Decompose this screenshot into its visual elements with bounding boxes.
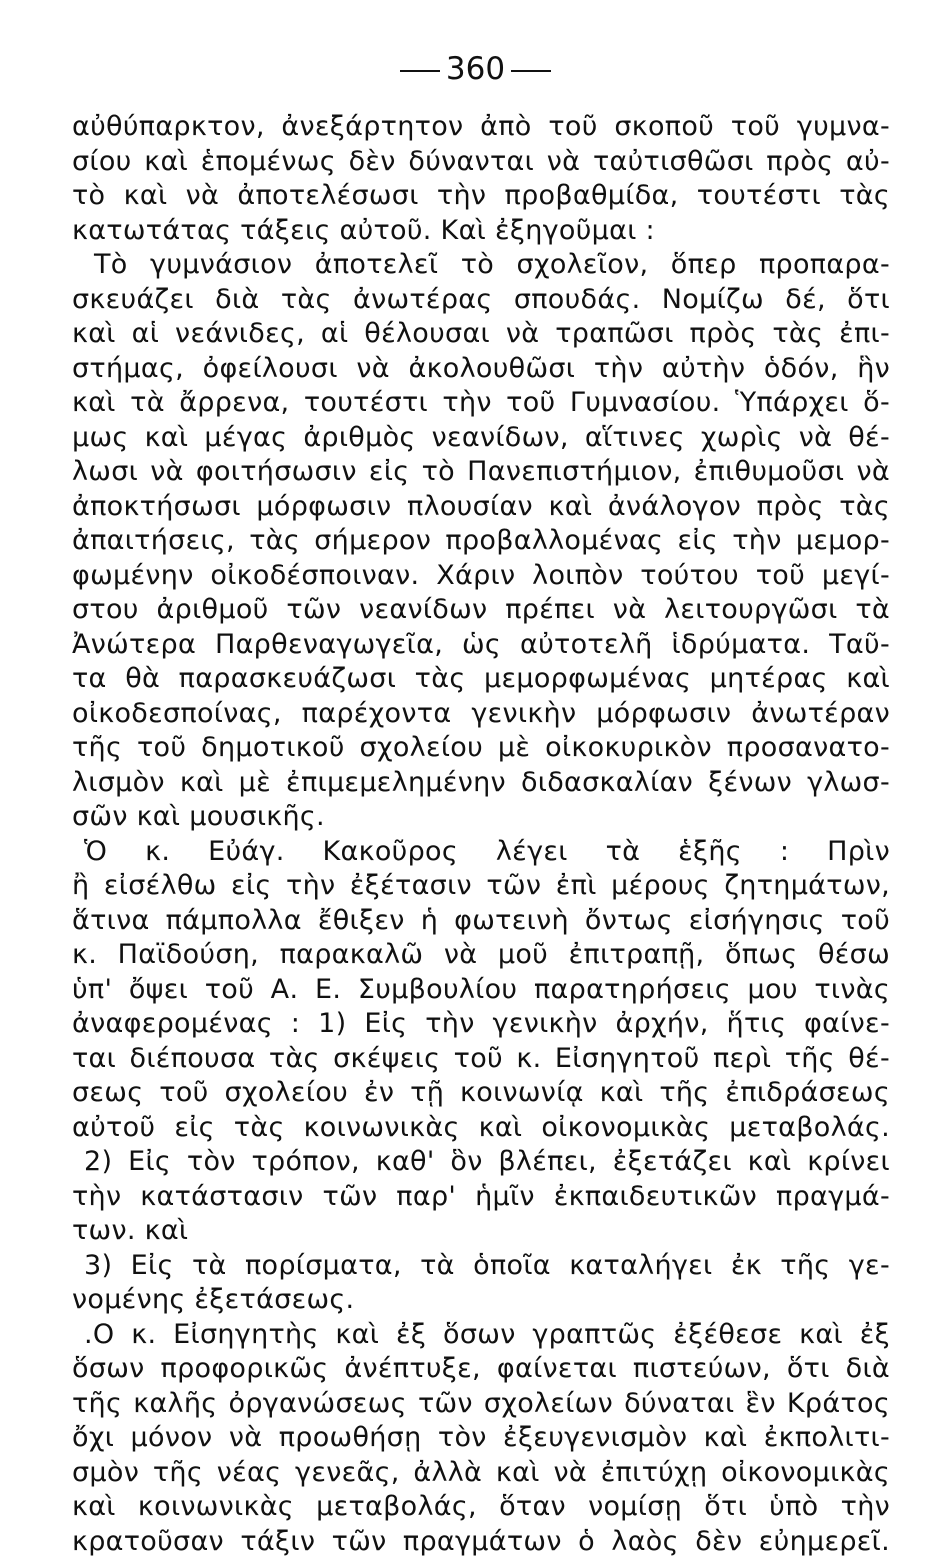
text-line: .Ο κ. Εἰσηγητὴς καὶ ἐξ ὅσων γραπτῶς ἐξέθεσε καὶ ἐξ bbox=[72, 1318, 890, 1353]
text-line: τα θὰ παρασκευάζωσι τὰς μεμορφωμένας μητέρας καὶ bbox=[72, 662, 890, 697]
text-line: τὴν κατάστασιν τῶν παρ' ἡμῖν ἐκπαιδευτικῶν πραγμά- bbox=[72, 1180, 890, 1215]
text-line: ται διέπουσα τὰς σκέψεις τοῦ κ. Εἰσηγητοῦ περὶ τῆς θέ- bbox=[72, 1042, 890, 1077]
text-line: σμὸν τῆς νέας γενεᾶς, ἀλλὰ καὶ νὰ ἐπιτύχῃ οἰκονομικὰς bbox=[72, 1456, 890, 1491]
text-line: λωσι νὰ φοιτήσωσιν εἰς τὸ Πανεπιστήμιον, ἐπιθυμοῦσι νὰ bbox=[72, 455, 890, 490]
text-line: φωμένην οἰκοδέσποιναν. Χάριν λοιπὸν τούτου τοῦ μεγί- bbox=[72, 559, 890, 594]
text-line: καὶ αἱ νεάνιδες, αἱ θέλουσαι νὰ τραπῶσι πρὸς τὰς ἐπι- bbox=[72, 317, 890, 352]
text-line: ἀναφερομένας : 1) Εἰς τὴν γενικὴν ἀρχήν, ἥτις φαίνε- bbox=[72, 1007, 890, 1042]
text-line: τὸ καὶ νὰ ἀποτελέσωσι τὴν προβαθμίδα, τουτέστι τὰς bbox=[72, 179, 890, 214]
text-line: τῆς καλῆς ὀργανώσεως τῶν σχολείων δύναται ἓν Κράτος bbox=[72, 1387, 890, 1422]
text-line: ἅτινα πάμπολλα ἔθιξεν ἡ φωτεινὴ ὄντως εἰσήγησις τοῦ bbox=[72, 904, 890, 939]
page-number: 360 bbox=[446, 51, 505, 87]
text-line: τῆς τοῦ δημοτικοῦ σχολείου μὲ οἰκοκυρικὸν προσανατο- bbox=[72, 731, 890, 766]
text-line: στου ἀριθμοῦ τῶν νεανίδων πρέπει νὰ λειτουργῶσι τὰ bbox=[72, 593, 890, 628]
text-line: Ἀνώτερα Παρθεναγωγεῖα, ὡς αὐτοτελῆ ἱδρύματα. Ταῦ- bbox=[72, 628, 890, 663]
text-line: καὶ κοινωνικὰς μεταβολάς, ὅταν νομίσῃ ὅτι ὑπὸ τὴν bbox=[72, 1490, 890, 1525]
text-line: σκευάζει διὰ τὰς ἀνωτέρας σπουδάς. Νομίζω δέ, ὅτι bbox=[72, 283, 890, 318]
text-line: σεως τοῦ σχολείου ἐν τῇ κοινωνίᾳ καὶ τῆς ἐπιδράσεως bbox=[72, 1076, 890, 1111]
text-line: των. καὶ bbox=[72, 1214, 890, 1249]
text-line: ἀπαιτήσεις, τὰς σήμερον προβαλλομένας εἰς τὴν μεμορ- bbox=[72, 524, 890, 559]
body-text bbox=[72, 110, 890, 1559]
text-line: μως καὶ μέγας ἀριθμὸς νεανίδων, αἵτινες χωρὶς νὰ θέ- bbox=[72, 421, 890, 456]
left-dash bbox=[400, 70, 440, 72]
text-line: λισμὸν καὶ μὲ ἐπιμεμελημένην διδασκαλίαν ξένων γλωσ- bbox=[72, 766, 890, 801]
text-line: αὐτοῦ εἰς τὰς κοινωνικὰς καὶ οἰκονομικὰς μεταβολάς. bbox=[72, 1111, 890, 1146]
text-line: Τὸ γυμνάσιον ἀποτελεῖ τὸ σχολεῖον, ὅπερ προπαρα- bbox=[72, 248, 890, 283]
text-line: κατωτάτας τάξεις αὐτοῦ. Καὶ ἐξηγοῦμαι : bbox=[72, 214, 890, 249]
text-line: ὑπ' ὄψει τοῦ Α. Ε. Συμβουλίου παρατηρήσεις μου τινὰς bbox=[72, 973, 890, 1008]
text-line: ὅσων προφορικῶς ἀνέπτυξε, φαίνεται πιστεύων, ὅτι διὰ bbox=[72, 1352, 890, 1387]
text-line: καὶ τὰ ἄρρενα, τουτέστι τὴν τοῦ Γυμνασίου. Ὑπάρχει ὅ- bbox=[72, 386, 890, 421]
page-header bbox=[0, 50, 951, 88]
text-line: 2) Εἰς τὸν τρόπον, καθ' ὃν βλέπει, ἐξετάζει καὶ κρίνει bbox=[72, 1145, 890, 1180]
text-line: ὄχι μόνον νὰ προωθήσῃ τὸν ἐξευγενισμὸν καὶ ἐκπολιτι- bbox=[72, 1421, 890, 1456]
text-line: 3) Εἰς τὰ πορίσματα, τὰ ὁποῖα καταλήγει ἐκ τῆς γε- bbox=[72, 1249, 890, 1284]
text-line: οἰκοδεσποίνας, παρέχοντα γενικὴν μόρφωσιν ἀνωτέραν bbox=[72, 697, 890, 732]
text-line: ἢ εἰσέλθω εἰς τὴν ἐξέτασιν τῶν ἐπὶ μέρους ζητημάτων, bbox=[72, 869, 890, 904]
text-line: ἀποκτήσωσι μόρφωσιν πλουσίαν καὶ ἀνάλογον πρὸς τὰς bbox=[72, 490, 890, 525]
text-line: σῶν καὶ μουσικῆς. bbox=[72, 800, 890, 835]
text-line: κ. Παϊδούση, παρακαλῶ νὰ μοῦ ἐπιτραπῇ, ὅπως θέσω bbox=[72, 938, 890, 973]
text-line: σίου καὶ ἑπομένως δὲν δύνανται νὰ ταὐτισθῶσι πρὸς αὐ- bbox=[72, 145, 890, 180]
text-line: νομένης ἐξετάσεως. bbox=[72, 1283, 890, 1318]
text-line: στήμας, ὀφείλουσι νὰ ἀκολουθῶσι τὴν αὐτὴν ὁδόν, ἣν bbox=[72, 352, 890, 387]
text-line: κρατοῦσαν τάξιν τῶν πραγμάτων ὁ λαὸς δὲν εὐημερεῖ. bbox=[72, 1525, 890, 1559]
text-line: αὐθύπαρκτον, ἀνεξάρτητον ἀπὸ τοῦ σκοποῦ τοῦ γυμνα- bbox=[72, 110, 890, 145]
text-line: Ὁ κ. Εὐάγ. Κακοῦρος λέγει τὰ ἑξῆς : Πρὶν bbox=[72, 835, 890, 870]
right-dash bbox=[511, 70, 551, 72]
